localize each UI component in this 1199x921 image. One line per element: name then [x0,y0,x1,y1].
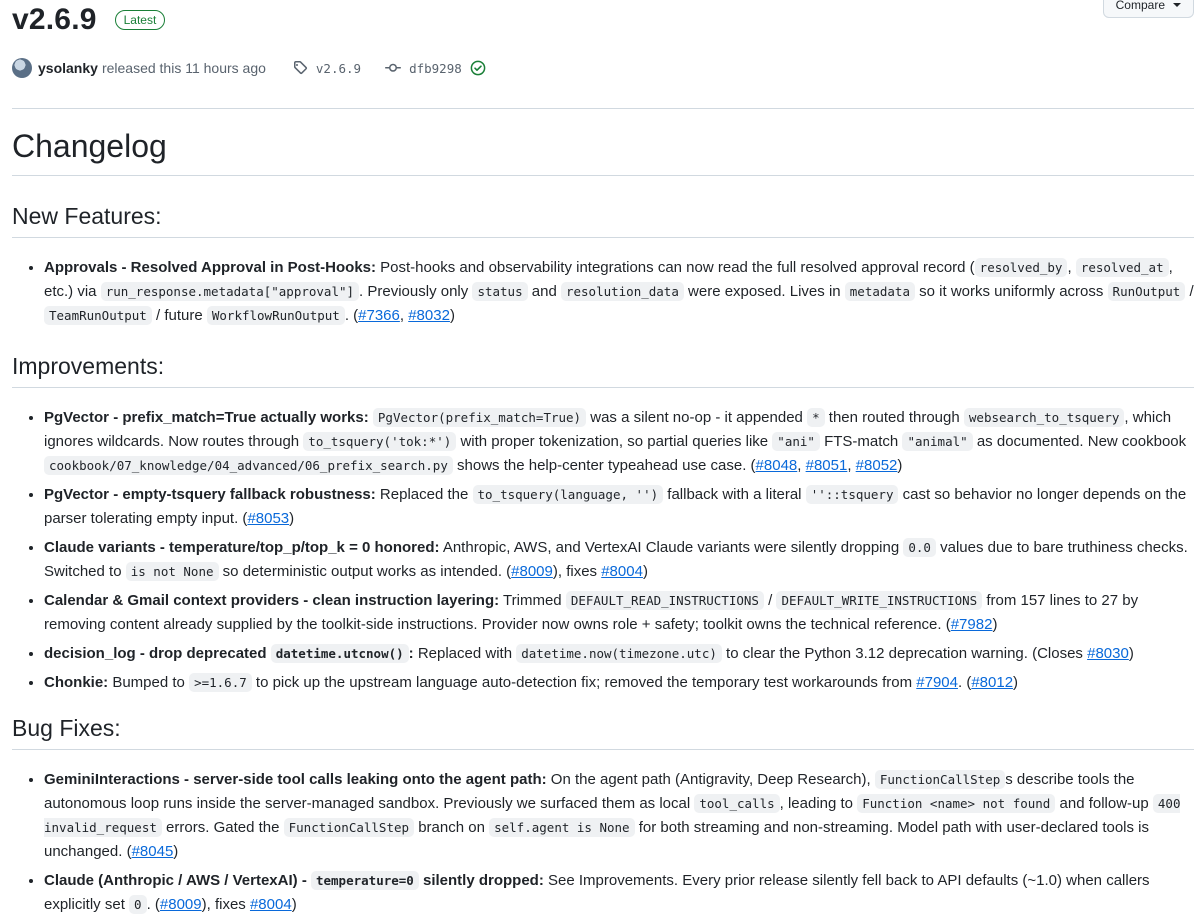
bugfixes-list [12,767,1194,921]
author-avatar[interactable] [12,58,32,78]
inline-code: metadata [845,282,915,301]
pr-link-8009-b[interactable]: #8009 [159,896,202,913]
tag-icon [292,60,308,76]
pr-link-8004-b[interactable]: #8004 [249,896,292,913]
improvements-list [12,405,1194,699]
pr-link-8030[interactable]: #8030 [1087,645,1129,662]
compare-button-label: Compare [1115,0,1165,12]
caret-down-icon [1173,3,1181,7]
bug-fixes-heading: Bug Fixes: [12,715,121,741]
inline-code: run_response.metadata["approval"] [101,282,359,301]
release-meta [12,56,486,80]
list-item: • PgVector - prefix_match=True actually works: PgVector(prefix_match=True) was a silent no-op - it appended * then routed through websearch_to_tsquery , which ignores wildcards. Now routes through to_tsquery('tok:*') with proper tokenization, so partial queries like "ani" FTS-match "animal" as documented. New cookbook cookbook/07_knowledge/04_advanced/06_prefix_search.py shows the help-center typeahead use case. (#8048, #8051, #8052) [44,405,1194,478]
bugfixes-divider [12,749,1194,750]
item-title: Approvals - Resolved Approval in Post-Hooks: [44,259,376,276]
inline-code: resolved_at [1076,258,1169,277]
list-item: • Approvals - Resolved Approval in Post-Hooks: Post-hooks and observability integrations can now read the full resolved approval record ( resolved_by , resolved_at , etc.) via run_response.metadata["approval"] . Previously only status and resolution_data were exposed. Lives in metadata so it works uniformly across RunOutput / TeamRunOutput / future WorkflowRunOutput . (#7366, #8032) [44,255,1194,328]
inline-code: TeamRunOutput [44,306,152,325]
list-item: • GeminiInteractions - server-side tool calls leaking onto the agent path: On the agent path (Antigravity, Deep Research), FunctionCallStep s describe tools the autonomous loop runs inside the server-managed sandbox. Previously we surfaced them as local tool_calls , leading to Function <name> not found and follow-up 400 invalid_request errors. Gated the FunctionCallStep branch on self.agent is None for both streaming and non-streaming. Model path with user-declared tools is unchanged. (#8045) [44,767,1194,864]
pr-link-8032[interactable]: #8032 [408,307,450,324]
inline-code: RunOutput [1108,282,1186,301]
list-item: • Claude (Anthropic / AWS / VertexAI) - temperature=0 silently dropped: See Improvements. Every prior release silently fell back to API defaults (~1.0) when callers explicitly set 0 . (#8009), fixes #8004) [44,868,1194,917]
release-version-title: v2.6.9 [12,3,97,36]
pr-link-8048[interactable]: #8048 [755,457,798,474]
tag-link[interactable] [292,60,361,76]
inline-code: resolution_data [561,282,684,301]
improvements-heading: Improvements: [12,353,165,379]
changelog-heading: Changelog [12,128,167,164]
release-title-row [12,0,165,40]
commit-link[interactable] [385,60,462,76]
features-list [12,255,1194,332]
pr-link-8052[interactable]: #8052 [855,457,898,474]
pr-link-8053[interactable]: #8053 [247,510,290,527]
pr-link-7366[interactable]: #7366 [358,307,400,324]
check-circle-icon[interactable] [470,60,486,76]
released-time-text: released this 11 hours ago [101,60,266,76]
features-divider [12,237,1194,238]
tag-label: v2.6.9 [315,60,362,76]
list-item: • Calendar & Gmail context providers - clean instruction layering: Trimmed DEFAULT_READ_INSTRUCTIONS / DEFAULT_WRITE_INSTRUCTIONS from 157 lines to 27 by removing content already supplied by the toolkit-side instructions. Provider now owns role + safety; toolkit owns the technical reference. (#7982) [44,588,1194,637]
changelog-divider [12,175,1194,176]
list-item: • decision_log - drop deprecated datetime.utcnow() : Replaced with datetime.now(timezone.utc) to clear the Python 3.12 deprecation warning. (Closes #8030) [44,641,1194,666]
improvements-divider [12,387,1194,388]
list-item: • Chonkie: Bumped to >=1.6.7 to pick up the upstream language auto-detection fix; removed the temporary test workarounds from #7904. (#8012) [44,670,1194,695]
commit-sha: dfb9298 [409,60,462,76]
latest-badge: Latest [115,10,166,30]
header-divider [12,108,1194,109]
inline-code: WorkflowRunOutput [207,306,345,325]
pr-link-8045[interactable]: #8045 [131,843,174,860]
new-features-heading: New Features: [12,203,162,229]
pr-link-7904[interactable]: #7904 [916,674,958,691]
compare-button[interactable] [1103,0,1194,18]
pr-link-8012[interactable]: #8012 [971,674,1014,691]
inline-code: resolved_by [975,258,1068,277]
author-name-link[interactable]: ysolanky [38,60,98,76]
pr-link-7982[interactable]: #7982 [950,616,993,633]
pr-link-8051[interactable]: #8051 [805,457,848,474]
inline-code: status [472,282,527,301]
pr-link-8009[interactable]: #8009 [511,563,553,580]
list-item: • Claude variants - temperature/top_p/top_k = 0 honored: Anthropic, AWS, and VertexAI Claude variants were silently dropping 0.0 values due to bare truthiness checks. Switched to is not None so deterministic output works as intended. (#8009), fixes #8004) [44,535,1194,584]
pr-link-8004[interactable]: #8004 [601,563,643,580]
commit-icon [385,60,401,76]
list-item: • PgVector - empty-tsquery fallback robustness: Replaced the to_tsquery(language, '') fallback with a literal ''::tsquery cast so behavior no longer depends on the parser tolerating empty input. (#8053) [44,482,1194,531]
